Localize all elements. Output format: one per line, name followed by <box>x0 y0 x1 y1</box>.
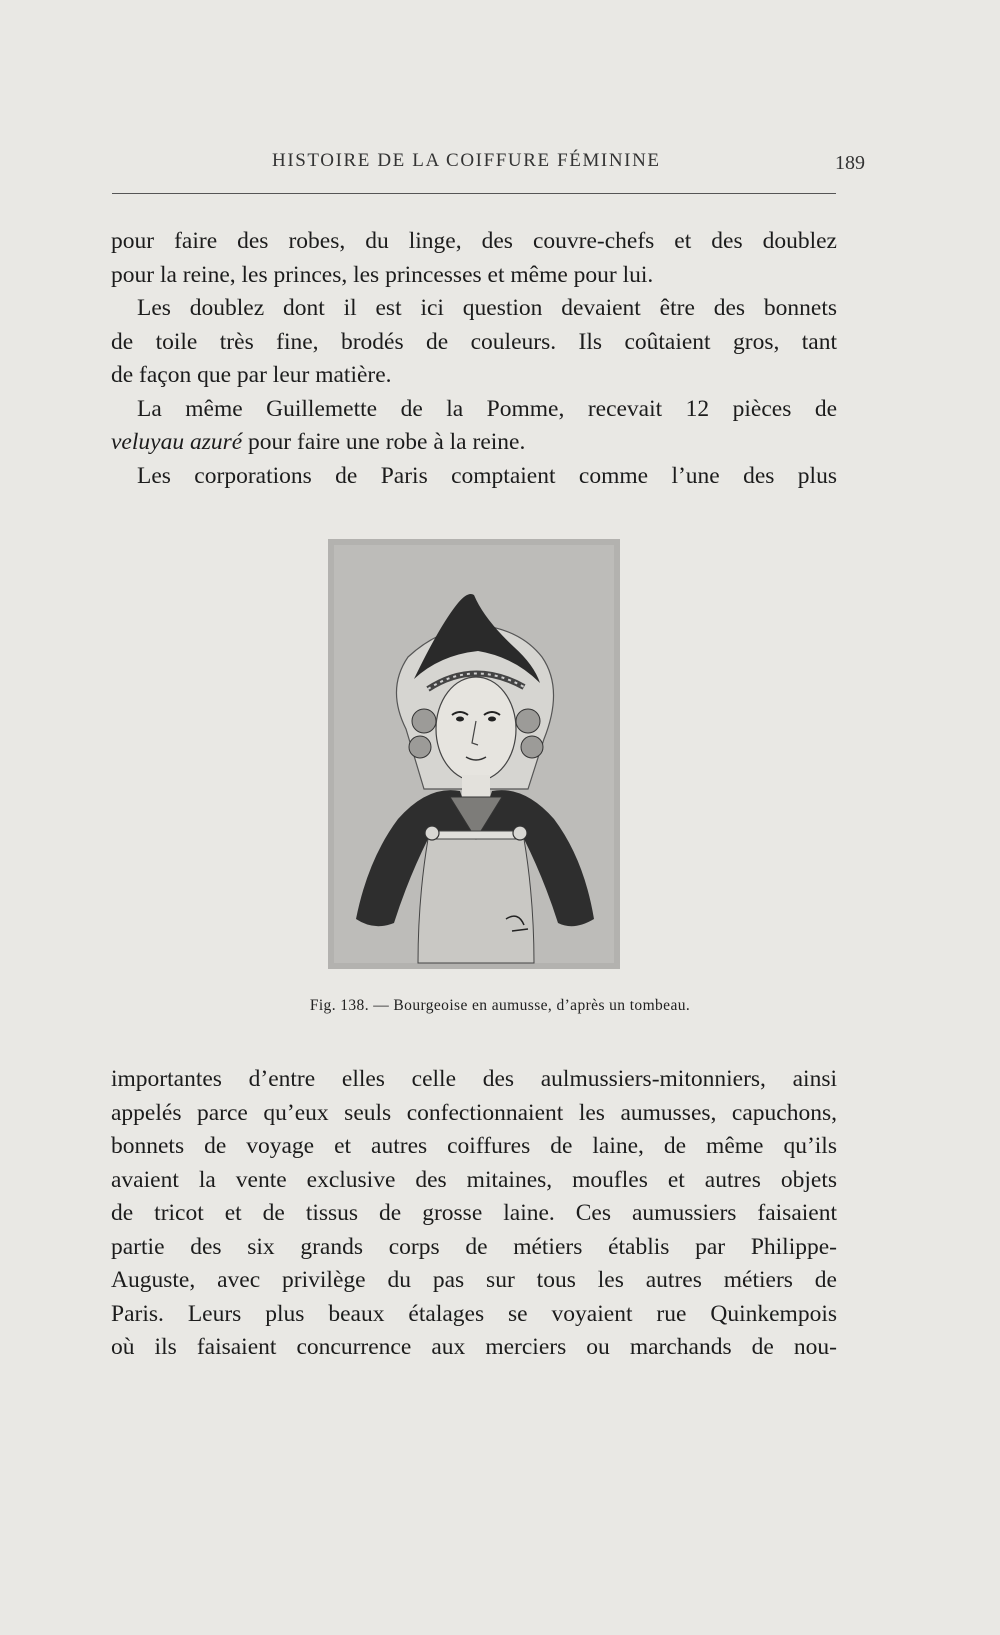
text-line: pour faire des robes, du linge, des couvre-chefs et des doublez <box>111 228 837 254</box>
text-block-bottom <box>111 1063 837 1365</box>
text-line: Les corporations de Paris comptaient comme l’une des plus <box>137 462 837 489</box>
text-line: Auguste, avec privilège du pas sur tous les autres métiers de <box>111 1267 837 1293</box>
figure-illustration <box>328 539 620 969</box>
page-number: 189 <box>835 152 865 174</box>
figure-caption: Fig. 138. — Bourgeoise en aumusse, d’après un tombeau. <box>309 997 691 1014</box>
text-line-mixed <box>111 426 837 460</box>
text-line: de tricot et de tissus de grosse laine. Ces aumussiers faisaient <box>111 1200 837 1226</box>
text-line: La même Guillemette de la Pomme, recevait 12 pièces de <box>137 395 837 422</box>
text-line: partie des six grands corps de métiers établis par Philippe- <box>111 1233 837 1260</box>
text-line: de toile très fine, brodés de couleurs. Ils coûtaient gros, tant <box>111 328 837 355</box>
running-head <box>112 150 865 180</box>
text-line: Les doublez dont il est ici question devaient être des bonnets <box>137 295 837 321</box>
italic-phrase: veluyau azuré <box>111 429 243 455</box>
header-rule <box>112 193 836 194</box>
text-line: pour la reine, les princes, les princesses et même pour lui. <box>111 261 654 288</box>
text-block-top <box>111 225 837 493</box>
text-line: importantes d’entre elles celle des aulmussiers-mitonniers, ainsi <box>111 1066 837 1092</box>
portrait-drawing <box>328 539 620 969</box>
text-line: Paris. Leurs plus beaux étalages se voyaient rue Quinkempois <box>111 1300 837 1327</box>
text-fragment: pour faire une robe à la reine. <box>242 429 526 455</box>
text-line: bonnets de voyage et autres coiffures de laine, de même qu’ils <box>111 1133 837 1159</box>
text-line: de façon que par leur matière. <box>111 362 392 388</box>
text-line: appelés parce qu’eux seuls confectionnaient les aumusses, capuchons, <box>111 1099 837 1126</box>
text-line: avaient la vente exclusive des mitaines, moufles et autres objets <box>111 1166 837 1193</box>
text-line: où ils faisaient concurrence aux merciers ou marchands de nou- <box>111 1334 837 1360</box>
running-title: HISTOIRE DE LA COIFFURE FÉMININE <box>272 150 661 171</box>
